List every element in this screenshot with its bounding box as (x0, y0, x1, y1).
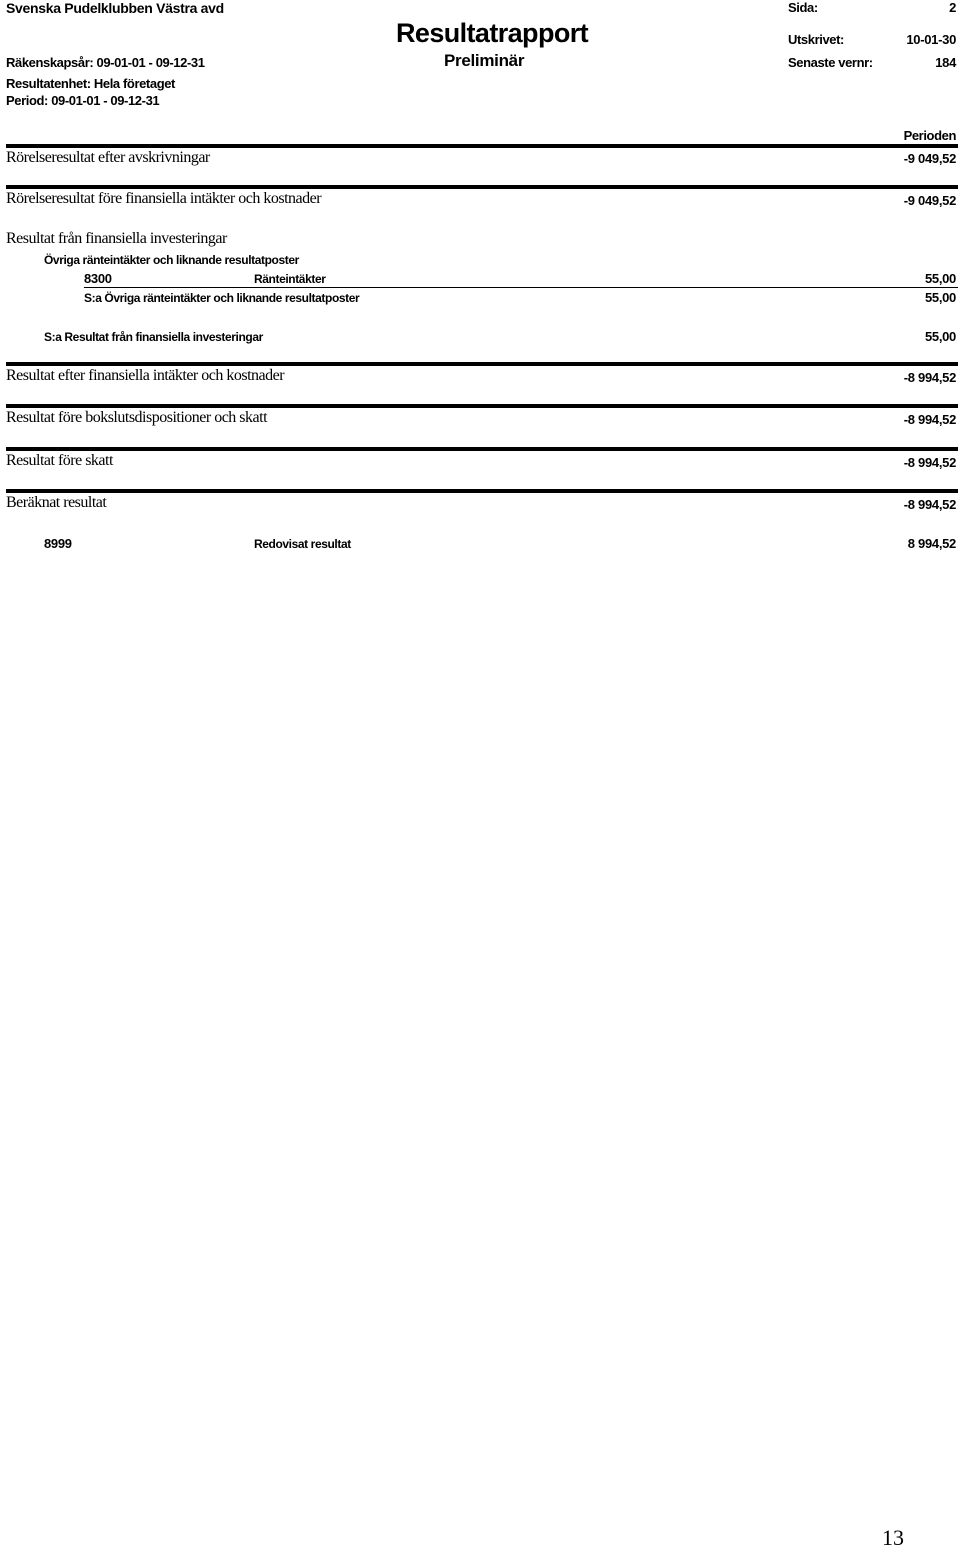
printed-label: Utskrivet: (788, 32, 844, 47)
fiscal-year: Räkenskapsår: 09-01-01 - 09-12-31 (6, 55, 205, 70)
report-title: Resultatrapport (396, 18, 589, 48)
result-before-tax-amount: -8 994,52 (903, 455, 956, 470)
report-subtitle: Preliminär (444, 51, 525, 70)
last-ver-label: Senaste vernr: (788, 55, 873, 70)
result-before-appropriations-amount: -8 994,52 (903, 412, 956, 427)
section-rule (6, 144, 958, 148)
section-rule (6, 362, 958, 366)
operating-before-financial-label: Rörelseresultat före finansiella intäkter och kostnader (6, 190, 322, 207)
sum-financial-investments-label: S:a Resultat från finansiella investeringar (44, 330, 263, 344)
account-number-8300: 8300 (84, 271, 112, 286)
sum-other-interest-amount: 55,00 (924, 290, 956, 305)
organization-name: Svenska Pudelklubben Västra avd (6, 0, 224, 16)
financial-investments-heading: Resultat från finansiella investeringar (6, 230, 227, 247)
period: Period: 09-01-01 - 09-12-31 (6, 93, 160, 108)
sum-financial-investments-amount: 55,00 (924, 329, 956, 344)
result-after-financial-amount: -8 994,52 (903, 370, 956, 385)
section-rule (6, 404, 958, 408)
section-rule (6, 489, 958, 493)
account-amount-8999: 8 994,52 (907, 536, 956, 551)
result-before-appropriations-label: Resultat före bokslutsdispositioner och skatt (6, 409, 268, 426)
sum-other-interest-label: S:a Övriga ränteintäkter och liknande resultatposter (84, 291, 360, 305)
section-rule (6, 185, 958, 189)
column-header-period: Perioden (903, 128, 956, 143)
operating-before-financial-amount: -9 049,52 (903, 193, 956, 208)
result-after-financial-label: Resultat efter finansiella intäkter och kostnader (6, 367, 285, 384)
result-unit: Resultatenhet: Hela företaget (6, 76, 175, 91)
printed-value: 10-01-30 (906, 32, 956, 47)
page-label: Sida: (788, 0, 818, 15)
page-value: 2 (949, 0, 956, 15)
account-amount-8300: 55,00 (924, 271, 956, 286)
last-ver-value: 184 (935, 55, 956, 70)
page-number: 13 (882, 1525, 904, 1550)
account-name-8300: Ränteintäkter (254, 272, 326, 286)
account-name-8999: Redovisat resultat (254, 537, 351, 551)
result-before-tax-label: Resultat före skatt (6, 452, 113, 469)
account-number-8999: 8999 (44, 536, 72, 551)
calculated-result-amount: -8 994,52 (903, 497, 956, 512)
calculated-result-label: Beräknat resultat (6, 494, 107, 511)
section-rule (6, 447, 958, 451)
other-interest-group-heading: Övriga ränteintäkter och liknande resultatposter (44, 253, 299, 267)
operating-after-depreciation-label: Rörelseresultat efter avskrivningar (6, 149, 210, 166)
operating-after-depreciation-amount: -9 049,52 (903, 151, 956, 166)
subtotal-rule (84, 287, 958, 288)
